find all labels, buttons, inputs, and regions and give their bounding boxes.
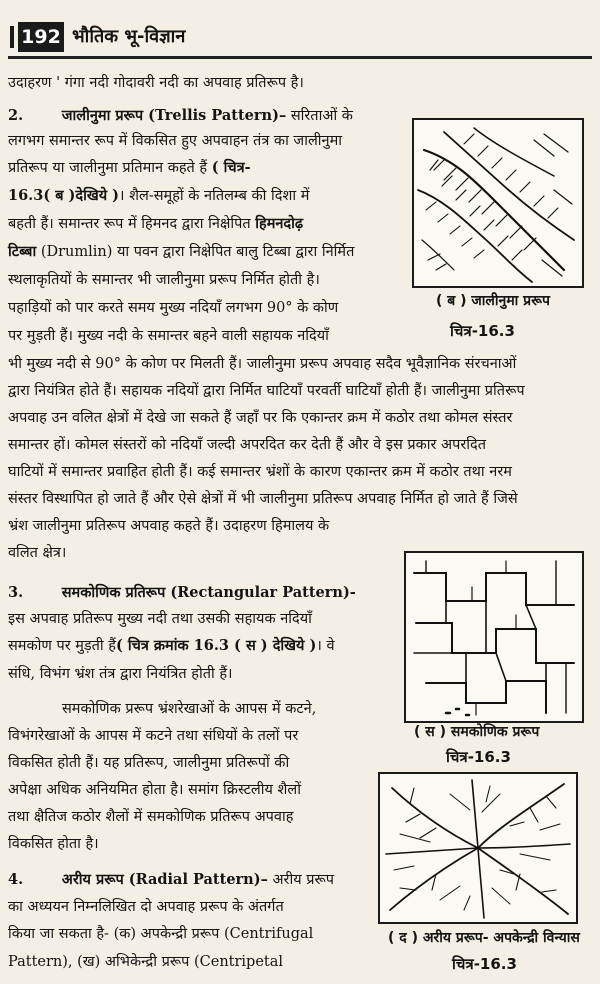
text-line: संस्तर विस्थापित हो जाते हैं और ऐसे क्षेत्रों में भी जालीनुमा प्रतिरूप अपवाह निर्मित हो जाते हैं जिसे <box>8 491 518 507</box>
text-line <box>8 636 335 656</box>
figure-caption: ( स ) समकोणिक प्ररूप <box>414 724 540 740</box>
text-line <box>8 242 354 262</box>
text-line: Pattern), (ख) अभिकेन्द्री प्ररूप (Centripetal <box>8 954 284 970</box>
text-line: विकसित होती हैं। यह प्रतिरूप, जालीनुमा प्रतिरूपों की <box>8 755 290 771</box>
text-span: सरिताओं के <box>290 108 353 124</box>
term: टिब्बा <box>8 243 37 260</box>
radial-drainage-diagram <box>380 774 576 922</box>
section-number: 4. <box>8 871 24 888</box>
text-line: समकोणिक प्ररूप भ्रंशरेखाओं के आपस में कटने, <box>62 701 317 717</box>
text-line <box>8 214 303 234</box>
text-line: विकसित होता है। <box>8 836 99 852</box>
term: हिमनदोढ़ <box>255 215 304 232</box>
figure-reference: 16.3( ब )देखिये ) <box>8 187 120 204</box>
text-line: घाटियों में समान्तर प्रवाहित होती हैं। कई समान्तर भ्रंशों के कारण एकान्तर क्रम में कठोर तथा नरम <box>8 464 512 480</box>
text-line: पर मुड़ती हैं। मुख्य नदी के समान्तर बहने वाली सहायक नदियाँ <box>8 328 329 344</box>
text-line: पहाड़ियों को पार करते समय मुख्य नदियाँ लगभग 90° के कोण <box>8 300 339 316</box>
running-header <box>8 22 592 59</box>
figure-radial-pattern <box>378 772 578 924</box>
section-heading <box>8 583 356 603</box>
running-title: भौतिक भू-विज्ञान <box>72 26 186 47</box>
text-line: वलित क्षेत्र। <box>8 545 67 561</box>
text-line: विभंगरेखाओं के आपस में कटने तथा संधियों के तलों पर <box>8 728 299 744</box>
figure-number: चित्र-16.3 <box>446 748 511 766</box>
text-line: तथा क्षैतिज कठोर शैलों में समकोणिक प्रतिरूप अपवाह <box>8 809 294 825</box>
page-number: 192 <box>18 22 64 52</box>
text-line: संधि, विभंग भ्रंश तंत्र द्वारा नियंत्रित होती हैं। <box>8 666 233 682</box>
section-title: अरीय प्ररूप (Radial Pattern)– <box>61 871 268 888</box>
text-line: समान्तर हों। कोमल संस्तरों को नदियाँ जल्दी अपरदित कर देती हैं और वे इस प्रकार अपरदित <box>8 437 487 453</box>
figure-number: चित्र-16.3 <box>452 955 517 973</box>
figure-caption: ( द ) अरीय प्ररूप- अपकेन्द्री विन्यास <box>388 930 580 946</box>
text-line: उदाहरण ' गंगा नदी गोदावरी नदी का अपवाह प्रतिरूप है। <box>8 75 304 91</box>
text-span: । शैल-समूहों के नतिलम्ब की दिशा में <box>119 188 310 204</box>
figure-reference: ( चित्र क्रमांक 16.3 ( स ) देखिये ) <box>116 637 317 654</box>
text-line: द्वारा नियंत्रित होते हैं। सहायक नदियों द्वारा निर्मित घाटियाँ परवर्ती घाटियाँ होती हैं। जालीनुमा प्रतिरूप <box>8 383 525 399</box>
figure-number: चित्र-16.3 <box>450 322 515 340</box>
text-span: । वे <box>316 638 335 654</box>
section-heading <box>8 106 353 126</box>
section-heading <box>8 870 334 890</box>
trellis-drainage-diagram <box>414 120 582 286</box>
text-span: समकोण पर मुड़ती हैं <box>8 638 116 654</box>
text-line <box>8 158 251 178</box>
text-line: इस अपवाह प्रतिरूप मुख्य नदी तथा उसकी सहायक नदियाँ <box>8 611 312 627</box>
figure-trellis-pattern <box>412 118 584 288</box>
section-title: जालीनुमा प्ररूप (Trellis Pattern)– <box>61 107 287 124</box>
text-line: अपेक्षा अधिक अनियमित होता है। समांग क्रिस्टलीय शैलों <box>8 782 301 798</box>
text-line: लगभग समान्तर रूप में विकसित हुए अपवाहन तंत्र का जालीनुमा <box>8 133 343 149</box>
text-line: भी मुख्य नदी से 90° के कोण पर मिलती हैं। जालीनुमा प्ररूप अपवाह सदैव भूवैज्ञानिक संरचनाओं <box>8 356 517 372</box>
text-line: का अध्ययन निम्नलिखित दो अपवाह प्ररूप के अंतर्गत <box>8 899 284 915</box>
rectangular-drainage-diagram <box>406 553 582 721</box>
text-span: प्रतिरूप या जालीनुमा प्रतिमान कहते हैं <box>8 160 208 176</box>
section-number: 2. <box>8 107 24 124</box>
text-span: अरीय प्ररूप <box>272 872 334 888</box>
text-line: अपवाह उन वलित क्षेत्रों में देखे जा सकते हैं जहाँ पर कि एकान्तर क्रम में कठोर तथा कोमल संस्तर <box>8 410 513 426</box>
text-line <box>8 186 309 206</box>
figure-rectangular-pattern <box>404 551 584 723</box>
figure-caption: ( ब ) जालीनुमा प्ररूप <box>436 293 550 309</box>
section-number: 3. <box>8 584 24 601</box>
text-span: बहती हैं। समान्तर रूप में हिमनद द्वारा निक्षेपित <box>8 216 251 232</box>
text-line: भ्रंश जालीनुमा प्रतिरूप अपवाह कहते हैं। उदाहरण हिमालय के <box>8 518 330 534</box>
text-span: (Drumlin) या पवन द्वारा निक्षेपित बालु टिब्बा द्वारा निर्मित <box>40 244 355 260</box>
text-line: किया जा सकता है- (क) अपकेन्द्री प्ररूप (Centrifugal <box>8 926 314 942</box>
figure-reference: ( चित्र- <box>211 159 251 176</box>
section-title: समकोणिक प्रतिरूप (Rectangular Pattern)- <box>61 584 356 601</box>
text-line: स्थलाकृतियों के समान्तर भी जालीनुमा प्ररूप निर्मित होती है। <box>8 272 320 288</box>
